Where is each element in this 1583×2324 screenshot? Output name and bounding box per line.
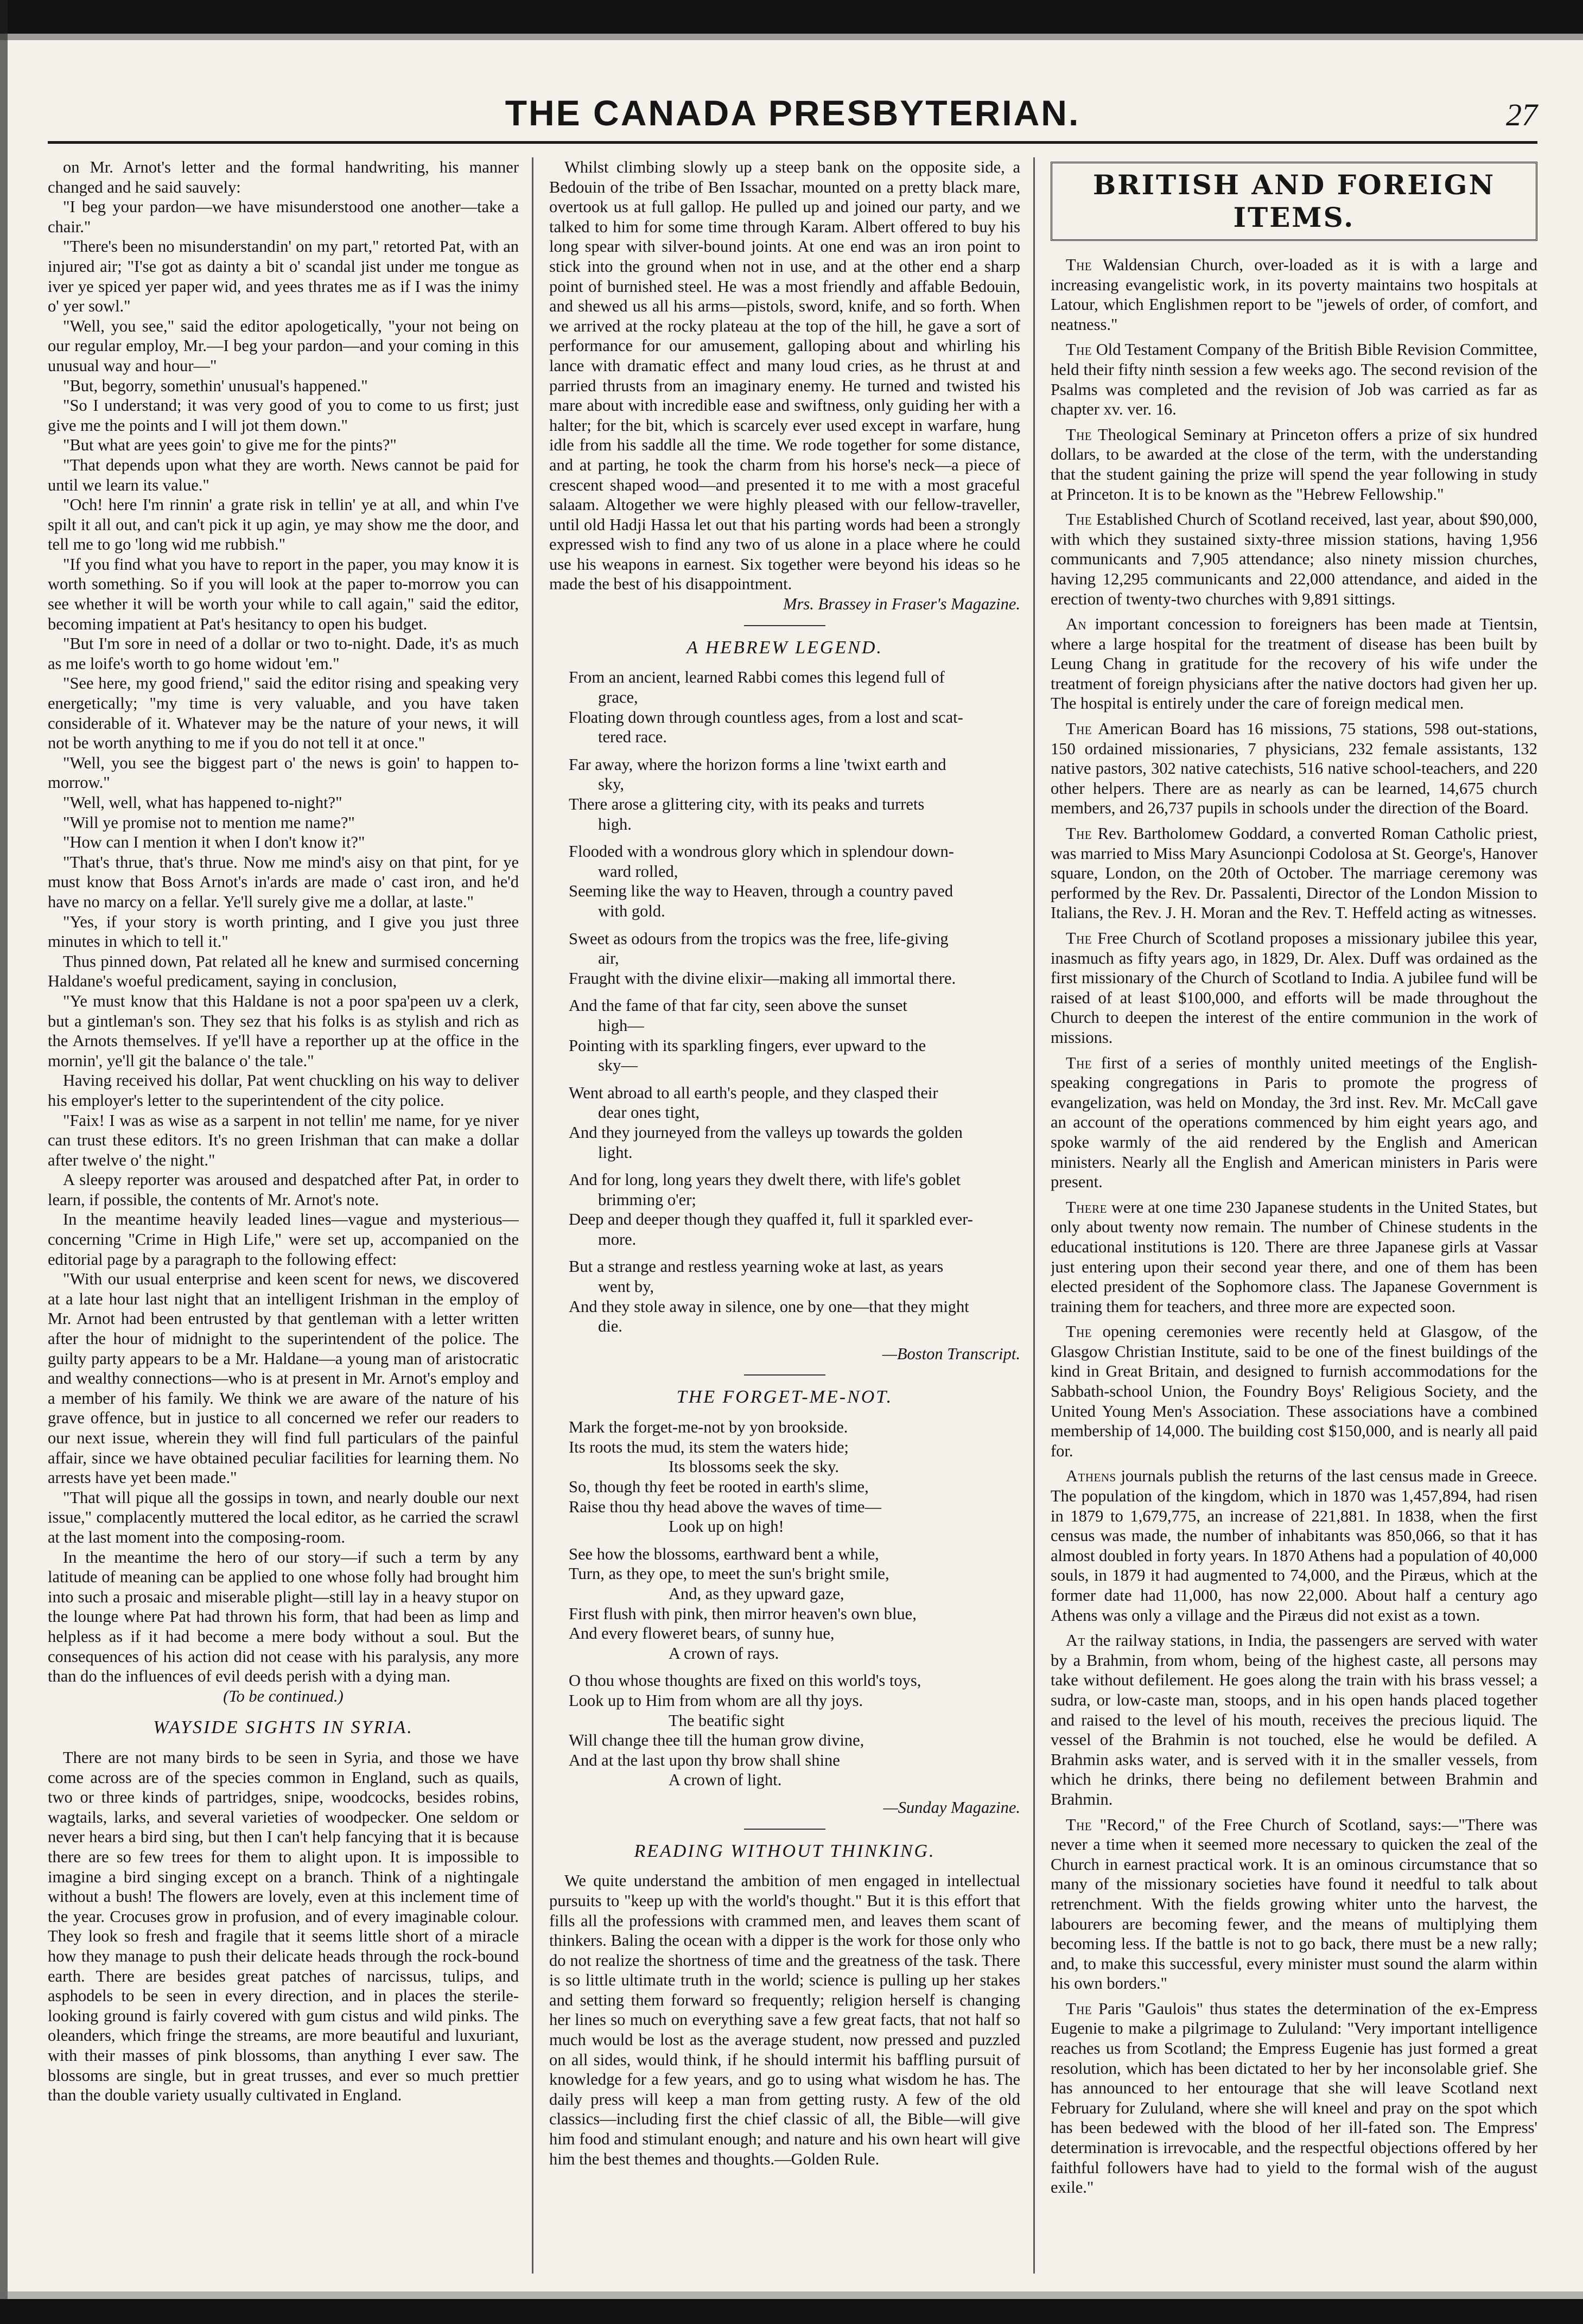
news-item-lead: There [1066, 1198, 1107, 1217]
scan-border-top [0, 0, 1583, 34]
news-item-text: first of a series of monthly united meetings of the English-speaking congregations in Paris to promote the progress of evangelization, was held on Monday, the 3rd inst. Rev. Mr. McCall gave an account of the operations commenced by him eight years ago, and spoke warmly of the aid rendered by the English and American ministers. Nearly all the English and American ministers in Paris were present. [1051, 1053, 1537, 1192]
poem-line: die. [598, 1317, 622, 1336]
news-item-lead: The [1066, 720, 1092, 738]
story-paragraph: "Och! here I'm rinnin' a grate risk in tellin' ye at all, and whin I've spilt it all out, and can't pick it up agin, ye may show me the door, and tell me to go 'long wid me rubbish." [48, 495, 519, 554]
poem-line: went by, [598, 1277, 654, 1296]
story-paragraph: "Well, you see the biggest part o' the news is goin' to happen to-morrow." [48, 753, 519, 792]
news-item [1051, 1999, 1537, 2198]
news-item-lead: The [1066, 824, 1092, 843]
poem-line: Turn, as they ope, to meet the sun's bright smile, [569, 1564, 889, 1583]
poem-line: There arose a glittering city, with its peaks and turrets [569, 795, 925, 814]
poem-line: So, though thy feet be rooted in earth's slime, [569, 1478, 869, 1497]
news-item-lead: Athens [1066, 1467, 1116, 1486]
news-item-text: important concession to foreigners has been made at Tientsin, where a large hospital for the treatment of disease has been built by Leung Chang in gratitude for the recovery of his wife under the treatment of foreign physicians after the native doctors had given her up. The hospital is entirely under the care of foreign medical men. [1051, 615, 1537, 713]
news-item [1051, 255, 1537, 334]
story-paragraph: In the meantime heavily leaded lines—vague and mysterious—concerning "Crime in High Life," were set up, accompanied on the editorial page by a paragraph to the following effect: [48, 1210, 519, 1269]
wayside-sights-continued [549, 157, 1020, 594]
poem-line: And, as they upward gaze, [669, 1584, 844, 1603]
news-item-text: the railway stations, in India, the passengers are served with water by a Brahmin, from whom, being of the highest caste, all persons may take without defilement. He goes along the train with his brass vessel; a sudra, or low-caste man, stoops, and in his open hands placed together and raised to the level of his mouth, receives the precious liquid. The vessel of the Brahmin is not touched, else he would be defiled. A Brahmin asks water, and is served with it in the smaller vessels, from which he drinks, there being no defilement between Brahmin and Brahmin. [1051, 1631, 1537, 1809]
news-item-lead: An [1066, 615, 1087, 634]
to-be-continued: (To be continued.) [223, 1686, 344, 1705]
poem-line: light. [598, 1143, 633, 1162]
poem-line: tered race. [598, 728, 667, 747]
poem-line: Fraught with the divine elixir—making all immortal there. [569, 969, 956, 988]
poem-line: high— [598, 1016, 644, 1035]
news-item [1051, 1815, 1537, 1994]
news-item [1051, 719, 1537, 818]
story-paragraph: "Well, you see," said the editor apologetically, "your not being on our regular employ, Mr.—I beg your pardon—and your coming in this unusual way and hour—" [48, 316, 519, 375]
poem-stanza [549, 667, 1020, 747]
story-paragraph: "Will ye promise not to mention me name?" [63, 813, 355, 832]
poem-line: air, [598, 949, 619, 968]
news-item-text: Rev. Bartholomew Goddard, a converted Roman Catholic priest, was married to Miss Mary Asuncionpi Codolosa at St. George's, Hanover square, London, on the 20th of October. The marriage ceremony was performed by the Rev. Dr. Passalenti, Director of the London Mission to Italians, the Rev. J. H. Moran and the Rev. T. Heffeld acting as witnesses. [1051, 824, 1537, 922]
story-paragraph: "Faix! I was as wise as a sarpent in not tellin' me name, for ye niver can trust these editors. It's no green Irishman that can make a dollar after twelve o' the night." [48, 1111, 519, 1169]
poem-line: Look up on high! [669, 1517, 784, 1536]
poem-line: But a strange and restless yearning woke at last, as years [569, 1257, 944, 1276]
poem-line: grace, [598, 688, 638, 707]
poem-line: See how the blossoms, earthward bent a while, [569, 1544, 879, 1563]
scan-border-bottom [0, 2299, 1583, 2324]
poem-stanza [549, 1257, 1020, 1336]
news-item [1051, 340, 1537, 419]
poem-line: Raise thou thy head above the waves of time— [569, 1497, 881, 1516]
poem-line: A crown of rays. [669, 1644, 779, 1663]
story-continued [48, 157, 519, 1686]
story-paragraph: "Yes, if your story is worth printing, and I give you just three minutes in which to tell it." [48, 912, 519, 951]
article-paragraph: There are not many birds to be seen in Syria, and those we have come across are of the species common in England, such as quails, two or three kinds of partridges, snipe, woodcocks, besides robins, wagtails, larks, and several varieties of woodpecker. One seldom or never hears a bird sing, but then I can't help fancying that it is because there are so few trees for them to alight upon. It is impossible to imagine a bird singing except on a branch. Think of a nightingale without a bush! The flowers are lovely, even at this inclement time of the year. Crocuses grow in profusion, and of every imaginable colour. They look so fresh and fragile that it seems little short of a miracle how they manage to push their delicate heads through the rock-bound earth. There are besides great patches of narcissus, tulips, and asphodels to be seen in every direction, and in places the sterile-looking ground is fairly covered with gum cistus and wild pinks. The oleanders, which fringe the streams, are more beautiful and luxuriant, with their masses of pink blossoms, than anything I ever saw. The blossoms are single, but in great trusses, and ever so much prettier than the double variety usually cultivated in England. [48, 1748, 519, 2105]
story-paragraph: Thus pinned down, Pat related all he knew and surmised concerning Haldane's woeful predicament, saying in conclusion, [48, 952, 519, 991]
poem-stanza [549, 1544, 1020, 1664]
poem-line: And the fame of that far city, seen above the sunset [569, 996, 907, 1015]
news-item-lead: The [1066, 1053, 1092, 1072]
scan-shadow-top [0, 34, 1583, 40]
poem-stanza [549, 1417, 1020, 1537]
article-paragraph: We quite understand the ambition of men engaged in intellectual pursuits to "keep up with the world's thought." But it is this effort that fills all the professions with crammed men, and leaves them scant of thinkers. Baling the ocean with a dipper is the work for those only who do not realize the shortness of time and the greatness of the task. There is so little ultimate truth in the world; science is pulling up her stakes and setting them forward so frequently; religion herself is changing her lines so much on everything save a few great facts, that not half so much would be lost as the average student, now pressed and puzzled on all sides, would think, if he should intermit his baffling pursuit of knowledge for a few years, and go to using what wisdom he has. The daily press will keep a man from getting rusty. A few of the old classics—including first the chief classic of all, the Bible—will give him food and stimulant enough; and nature and his own heart will give him the best themes and thoughts.—Golden Rule. [549, 1871, 1020, 2168]
poem-line: And every floweret bears, of sunny hue, [569, 1624, 835, 1643]
poem-line: Flooded with a wondrous glory which in splendour down- [569, 842, 954, 861]
column-rule-1 [532, 157, 533, 2274]
poem-line: Sweet as odours from the tropics was the free, life-giving [569, 929, 949, 948]
poem-line: brimming o'er; [598, 1190, 696, 1209]
story-paragraph: Having received his dollar, Pat went chuckling on his way to deliver his employer's letter to the superintendent of the city police. [48, 1071, 519, 1110]
poem-line: From an ancient, learned Rabbi comes this legend full of [569, 668, 945, 687]
newspaper-title: THE CANADA PRESBYTERIAN. [505, 93, 1080, 133]
poem-line: O thou whose thoughts are fixed on this world's toys, [569, 1671, 921, 1690]
poem-stanza [549, 1671, 1020, 1790]
story-paragraph: "That will pique all the gossips in town, and nearly double our next issue," complacently muttered the local editor, as he carried the scrawl at the last moment into the composing-room. [48, 1488, 519, 1546]
wayside-sights-attribution: Mrs. Brassey in Fraser's Magazine. [783, 595, 1020, 614]
story-paragraph: "How can I mention it when I don't know it?" [63, 833, 365, 852]
page-number: 27 [1506, 97, 1537, 132]
story-paragraph: "There's been no misunderstandin' on my part," retorted Pat, with an injured air; "I'se got as dainty a bit o' scandal jist under me tongue as iver ye spiced yer paper wid, and yees thrates me as if I was the inimy o' yer sowl." [48, 237, 519, 316]
story-paragraph: "Well, well, what has happened to-night?" [63, 793, 342, 812]
news-item-lead: The [1066, 256, 1092, 274]
poem-line: Floating down through countless ages, from a lost and scat- [569, 708, 963, 727]
poem-line: ward rolled, [598, 862, 678, 881]
news-item [1051, 425, 1537, 504]
poem-line: A crown of light. [669, 1771, 782, 1790]
news-item-text: journals publish the returns of the last census made in Greece. The population of the kingdom, which in 1870 was 1,457,894, had risen in 1879 to 1,679,775, an increase of 221,881. In 1838, when the first census was made, the number of inhabitants was 850,066, so that it has almost doubled in forty years. In 1870 Athens had a population of 40,000 souls, in 1879 it had augmented to 74,000, and the Piræus, which at the former date had 11,000, has now 22,000. About half a century ago Athens was only a village and the Piræus did not exist as a town. [1051, 1467, 1537, 1625]
news-items-list [1051, 255, 1537, 2198]
poem-line: Will change thee till the human grow divine, [569, 1731, 864, 1750]
news-item [1051, 1322, 1537, 1461]
article-paragraph: Whilst climbing slowly up a steep bank on the opposite side, a Bedouin of the tribe of Ben Issachar, mounted on a pretty black mare, overtook us at full gallop. He pulled up and joined our party, and we talked to him for some time through Karam. Albert offered to buy his long spear with silver-bound joints. At one end was an iron point to stick into the ground when not in use, and at the other end a sharp point of burnished steel. He was a most friendly and affable Bedouin, and shewed us all his arms—pistols, sword, knife, and so forth. When we arrived at the rocky plateau at the top of the hill, he gave a sort of performance for our amusement, galloping about and whirling his lance with dramatic effect and many loud cries, as he thrust at and parried thrusts from an imaginary enemy. He turned and twisted his mare about with incredible ease and swiftness, only guiding her with a halter; for the bit, which is scarcely ever used except in warfare, hung idle from his saddle all the time. We rode together for some distance, and at parting, he took the charm from his horse's neck—a piece of crescent shaped wood—and presented it to me with a most graceful salaam. Altogether we were highly pleased with our fellow-traveller, until old Hadji Hassa let out that his parting words had been a strongly expressed wish to find any two of us alone in a place where he could use his weapons in earnest. Six together were beyond his ideas so he made the best of his disappointment. [549, 158, 1020, 594]
news-item [1051, 928, 1537, 1048]
divider [744, 1374, 825, 1376]
story-paragraph: In the meantime the hero of our story—if such a term by any latitude of meaning can be applied to one whose folly had brought him into such a prosaic and miserable plight—still lay in a heavy stupor on the lounge where Pat had thrown his form, that had been as limp and helpless as if it had become a mere body without a soul. But the consequences of his action did not cease with his paralysis, any more than do the influences of evil deeds perish with a dying man. [48, 1548, 519, 1686]
reading-without-thinking-article [549, 1871, 1020, 2169]
news-item-lead: The [1066, 1322, 1092, 1341]
news-item-lead: The [1066, 929, 1092, 947]
news-item-text: American Board has 16 missions, 75 stations, 598 out-stations, 150 ordained missionaries, 7 physicians, 232 female assistants, 132 native pastors, 302 native catechists, 516 native school-teachers, and 220 other helpers. There are as nearly as can be learned, 14,675 church members, and 26,737 pupils in schools under the direction of the Board. [1051, 720, 1537, 818]
news-item-text: Waldensian Church, over-loaded as it is with a large and increasing evangelistic work, in its poverty maintains two hospitals at Latour, which Englishmen report to be "jewels of order, of comfort, and neatness." [1051, 256, 1537, 334]
poem-line: And at the last upon thy brow shall shine [569, 1750, 840, 1769]
column-1 [48, 157, 519, 2274]
news-item [1051, 1053, 1537, 1192]
story-paragraph: "So I understand; it was very good of you to come to us first; just give me the points and I will jot them down." [48, 396, 519, 435]
forget-me-not-poem [549, 1417, 1020, 1790]
poem-line: Pointing with its sparkling fingers, ever upward to the [569, 1036, 926, 1055]
divider [744, 1829, 825, 1830]
story-paragraph: "That's thrue, that's thrue. Now me mind's aisy on that pint, for ye must know that Boss Arnot's in'ards are made o' cast iron, and he'd have no marcy on a fellar. Ye'll surely give me a dollar, at laste." [48, 852, 519, 911]
column-rule-2 [1033, 157, 1035, 2274]
section-title-wayside-sights: WAYSIDE SIGHTS IN SYRIA. [153, 1717, 414, 1738]
poem-stanza [549, 929, 1020, 989]
story-paragraph: "That depends upon what they are worth. News cannot be paid for until we learn its value." [48, 455, 519, 494]
poem-line: First flush with pink, then mirror heaven's own blue, [569, 1604, 917, 1623]
story-paragraph: on Mr. Arnot's letter and the formal handwriting, his manner changed and he said sauvely: [48, 158, 519, 196]
poem-stanza [549, 842, 1020, 921]
news-item [1051, 824, 1537, 923]
story-paragraph: "With our usual enterprise and keen scent for news, we discovered at a late hour last night that an intelligent Irishman in the employ of Mr. Arnot had been entrusted by that gentleman with a letter written after the hour of midnight to the superintendent of the police. The guilty party appears to be a Mr. Haldane—a young man of aristocratic and wealthy connections—who is at present in Mr. Arnot's employ and a member of his family. We think we are aware of the nature of his grave offence, but in justice to all concerned we refer our readers to our next issue, wherein they will find full particulars of the painful affair, since we have obtained peculiar facilities for learning them. No arrests have yet been made." [48, 1270, 519, 1487]
poem-line: And for long, long years they dwelt there, with life's goblet [569, 1170, 961, 1189]
poem-stanza [549, 1170, 1020, 1249]
news-item [1051, 510, 1537, 609]
poem-line: high. [598, 814, 632, 833]
section-header-british-foreign-items: BRITISH AND FOREIGN ITEMS. [1051, 162, 1537, 241]
news-item-lead: The [1066, 510, 1092, 529]
news-item-text: "Record," of the Free Church of Scotland, says:—"There was never a time when it seemed more necessary to quicken the zeal of the Church in earnest practical work. It is an ominous circumstance that so many of the missionary societies have found it needful to talk about retrenchment. With the fields growing whiter unto the harvest, the labourers are becoming fewer, and the means of multiplying them becoming less. If the battle is not to go back, there must be a new rally; and, to make this successful, every minister must sound the alarm within his own borders." [1051, 1815, 1537, 1993]
news-item-text: Old Testament Company of the British Bible Revision Committee, held their fifty ninth session a few weeks ago. The second revision of the Psalms was completed and the revision of Job was carried as far as chapter xv. ver. 16. [1051, 340, 1537, 419]
poem-line: sky, [598, 775, 625, 794]
story-paragraph: "But what are yees goin' to give me for the pints?" [63, 436, 397, 455]
news-item-text: Free Church of Scotland proposes a missionary jubilee this year, inasmuch as fifty years ago, in 1829, Dr. Alex. Duff was ordained as the first missionary of the Church of Scotland to India. A jubilee fund will be raised of at least $100,000, and efforts will be made throughout the Church to deepen the interest of the entire communion in the work of missions. [1051, 929, 1537, 1047]
story-paragraph: "I beg your pardon—we have misunderstood one another—take a chair." [48, 198, 519, 236]
hebrew-legend-attribution: —Boston Transcript. [882, 1344, 1020, 1363]
divider [744, 625, 825, 626]
poem-line: Deep and deeper though they quaffed it, full it sparkled ever- [569, 1210, 973, 1229]
section-title-hebrew-legend: A HEBREW LEGEND. [686, 637, 883, 658]
story-paragraph: A sleepy reporter was aroused and despatched after Pat, in order to learn, if possible, the contents of Mr. Arnot's note. [48, 1170, 519, 1209]
news-item-text: opening ceremonies were recently held at Glasgow, of the Glasgow Christian Institute, said to be one of the finest buildings of the kind in Great Britain, and designed to furnish accommodations for the Sabbath-school Union, the Foundry Boys' Religious Society, and the United Young Men's Association. These associations have a combined membership of 14,000. The building cost $150,000, and is nearly all paid for. [1051, 1322, 1537, 1460]
poem-line: more. [598, 1230, 637, 1249]
poem-line: Mark the forget-me-not by yon brookside. [569, 1418, 848, 1437]
poem-line: dear ones tight, [598, 1103, 700, 1122]
news-item-text: Paris "Gaulois" thus states the determination of the ex-Empress Eugenie to make a pilgrimage to Zululand: "Very important intelligence reaches us from Scotland; the Empress Eugenie has just formed a great resolution, which has been dictated to her by her inconsolable grief. She has announced to her entourage that she will leave Scotland next February for Zululand, where she will kneel and pray on the spot which has been bedewed with the blood of her ill-fated son. The Empress' determination is irrevocable, and the respectful objections offered by her faithful followers have had to yield to the formal wish of the august exile." [1051, 1999, 1537, 2197]
poem-line: And they stole away in silence, one by one—that they might [569, 1297, 969, 1316]
news-item-lead: The [1066, 1999, 1092, 2018]
scan-shadow-bottom [0, 2291, 1583, 2299]
news-item-lead: The [1066, 340, 1092, 359]
column-2 [549, 157, 1020, 2274]
poem-line: with gold. [598, 901, 665, 920]
masthead [48, 92, 1537, 144]
poem-stanza [549, 996, 1020, 1075]
news-item-lead: The [1066, 1815, 1092, 1834]
section-title-reading-without-thinking: READING WITHOUT THINKING. [634, 1841, 936, 1861]
news-item [1051, 1466, 1537, 1625]
story-paragraph: "See here, my good friend," said the editor rising and speaking very energetically; "my time is very valuable, and you have taken considerable of it. Whatever may be the nature of your news, it will not be worth anything to me if you do not tell it at once." [48, 674, 519, 753]
news-item-text: Theological Seminary at Princeton offers a prize of six hundred dollars, to be awarded at the close of the term, with the understanding that the student gaining the prize will spend the year following in study at Princeton. It is to be known as the "Hebrew Fellowship." [1051, 425, 1537, 504]
poem-stanza [549, 755, 1020, 834]
story-paragraph: "But, begorry, somethin' unusual's happened." [63, 376, 368, 395]
news-item [1051, 614, 1537, 714]
poem-line: And they journeyed from the valleys up towards the golden [569, 1123, 963, 1142]
story-paragraph: "Ye must know that this Haldane is not a poor spa'peen uv a clerk, but a gintleman's son. They sez that his folks is as stylish and rich as the Arnots themselves. If ye'll have a reporther up at the office in the mornin', ye'll git the balance o' the tale." [48, 991, 519, 1070]
news-item [1051, 1631, 1537, 1809]
news-item-text: Established Church of Scotland received, last year, about $90,000, with which they sustained sixty-three mission stations, having 1,956 communicants and 7,905 attendance; also ninety mission churches, having 12,295 communicants and 22,000 attendance, and aided in the erection of twenty-two churches with 9,891 sittings. [1051, 510, 1537, 608]
poem-line: Its blossoms seek the sky. [669, 1457, 840, 1476]
poem-line: The beatific sight [669, 1711, 785, 1730]
poem-stanza [549, 1083, 1020, 1162]
scan-border-left [0, 0, 8, 2324]
poem-line: sky— [598, 1056, 638, 1075]
column-3 [1051, 157, 1537, 2274]
forget-me-not-attribution: —Sunday Magazine. [883, 1798, 1020, 1817]
section-title-forget-me-not: THE FORGET-ME-NOT. [676, 1387, 893, 1408]
story-paragraph: "If you find what you have to report in the paper, you may know it is worth something. So if you will look at the paper to-morrow you can see whether it will be worth your while to call again," said the editor, becoming impatient at Pat's hesitancy to open his budget. [48, 555, 519, 633]
poem-line: Look up to Him from whom are all thy joys. [569, 1691, 863, 1710]
poem-line: Far away, where the horizon forms a line 'twixt earth and [569, 755, 946, 774]
hebrew-legend-poem [549, 667, 1020, 1336]
poem-line: Went abroad to all earth's people, and they clasped their [569, 1083, 938, 1102]
news-item-lead: The [1066, 425, 1092, 444]
poem-line: Its roots the mud, its stem the waters hide; [569, 1437, 849, 1456]
wayside-sights-article [48, 1748, 519, 2105]
news-item [1051, 1198, 1537, 1317]
poem-line: Seeming like the way to Heaven, through a country paved [569, 882, 953, 901]
news-item-lead: At [1066, 1631, 1085, 1650]
story-paragraph: "But I'm sore in need of a dollar or two to-night. Dade, it's as much as me loife's worth to go home widout 'em." [48, 634, 519, 673]
news-item-text: were at one time 230 Japanese students in the United States, but only about twenty now remain. The number of Chinese students in the educational institutions is 120. There are three Japanese girls at Vassar just entering upon their second year there, and one of them has been elected president of the Sophomore class. The Japanese Government is training them for teachers, and three more are expected soon. [1051, 1198, 1537, 1316]
